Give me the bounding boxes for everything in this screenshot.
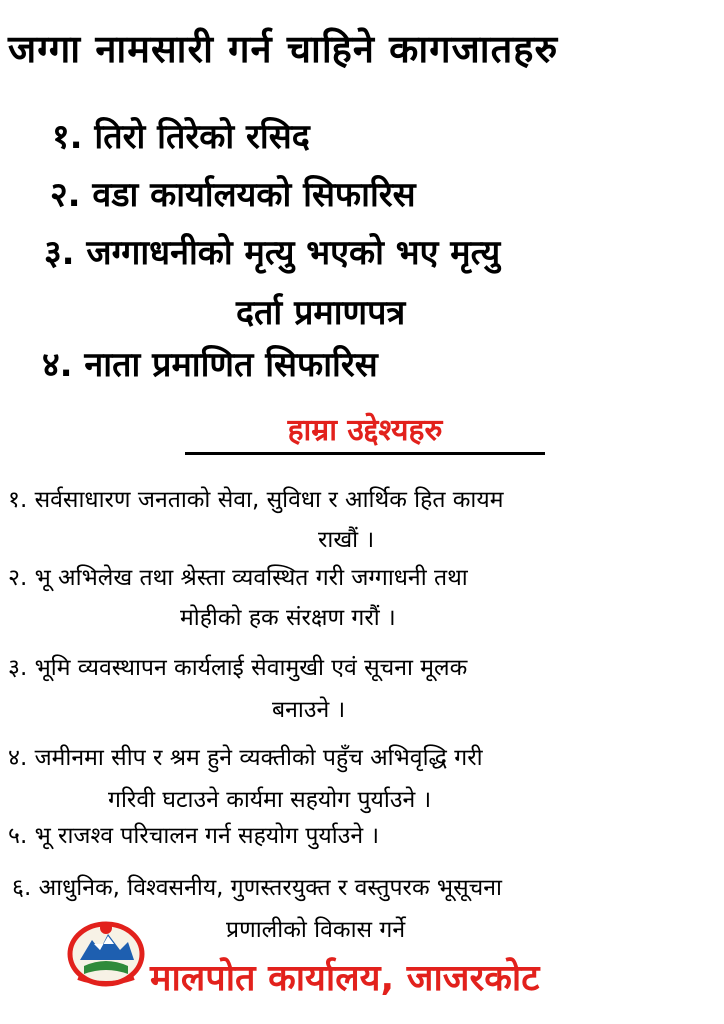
objective-3: ३. भूमि व्यवस्थापन कार्यलाई सेवामुखी एवं सूचना मूलक	[8, 655, 468, 681]
objective-2: २. भू अभिलेख तथा श्रेस्ता व्यवस्थित गरी जग्गाधनी तथा	[8, 565, 468, 591]
objective-2-continued: मोहीको हक संरक्षण गरौं ।	[180, 605, 396, 631]
objectives-heading: हाम्रा उद्देश्यहरु	[287, 413, 443, 448]
objective-6: ६. आधुनिक, विश्वसनीय, गुणस्तरयुक्त र वस्तुपरक भूसूचना	[12, 875, 502, 901]
document-item-3: ३. जग्गाधनीको मृत्यु भएको भए मृत्यु	[44, 233, 501, 273]
objective-1: १. सर्वसाधारण जनताको सेवा, सुविधा र आर्थिक हित कायम	[8, 487, 504, 513]
objective-5: ५. भू राजश्व परिचालन गर्न सहयोग पुर्याउने ।	[8, 823, 380, 849]
document-item-3-continued: दर्ता प्रमाणपत्र	[236, 293, 406, 333]
office-name: मालपोत कार्यालय, जाजरकोट	[150, 958, 540, 999]
document-item-2: २. वडा कार्यालयको सिफारिस	[50, 175, 416, 215]
objective-1-continued: राखौं ।	[318, 527, 375, 553]
document-item-1: १. तिरो तिरेको रसिद	[52, 117, 310, 157]
page-title: जग्गा नामसारी गर्न चाहिने कागजातहरु	[8, 27, 559, 71]
objective-3-continued: बनाउने ।	[272, 697, 346, 723]
objective-6-continued: प्रणालीको विकास गर्ने	[226, 917, 406, 943]
document-item-4: ४. नाता प्रमाणित सिफारिस	[42, 345, 378, 385]
objective-4-continued: गरिवी घटाउने कार्यमा सहयोग पुर्याउने ।	[108, 787, 432, 813]
nepal-emblem-icon	[66, 918, 146, 988]
objectives-underline	[185, 452, 545, 455]
objective-4: ४. जमीनमा सीप र श्रम हुने व्यक्तीको पहुँच अभिवृद्धि गरी	[8, 745, 483, 771]
